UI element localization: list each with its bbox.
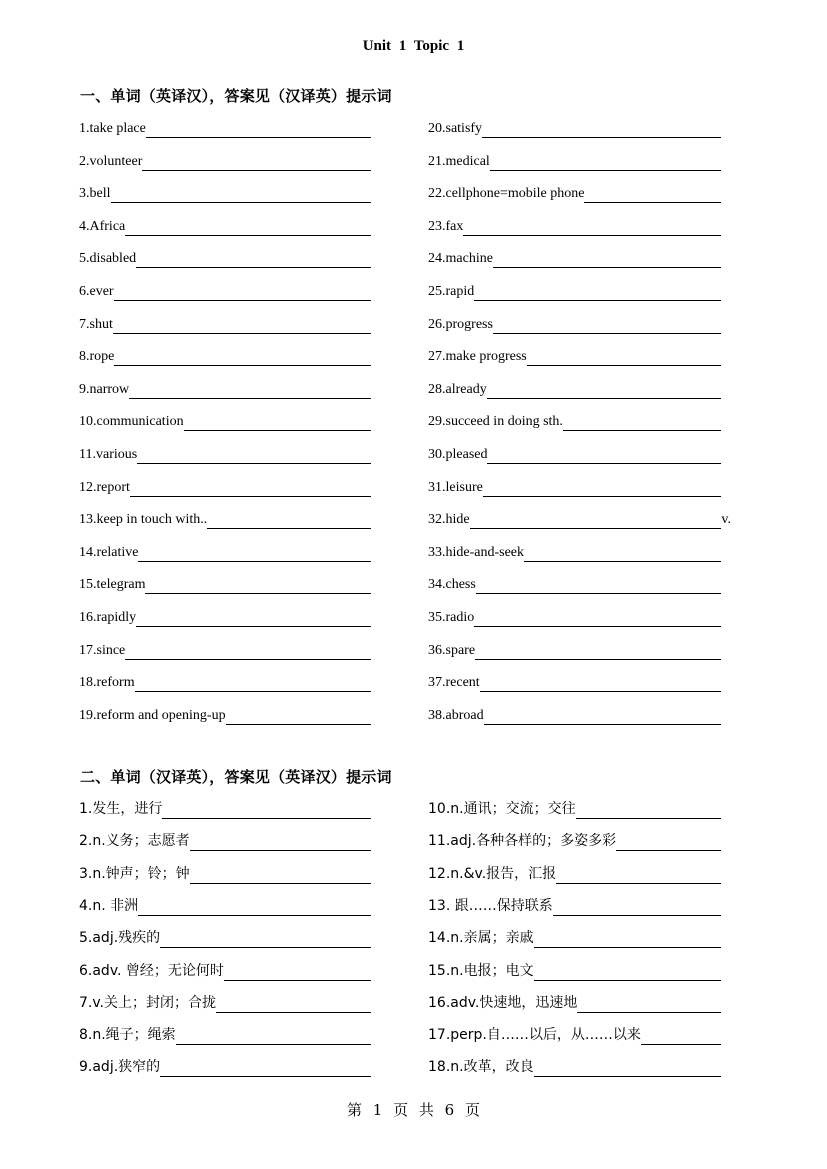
vocab-entry <box>428 639 721 661</box>
vocab-prompt: 16.rapidly <box>79 610 137 625</box>
vocab-entry <box>79 830 371 852</box>
vocab-entry <box>79 247 371 269</box>
vocab-prompt: 2.n.义务；志愿者 <box>79 833 190 850</box>
vocab-entry <box>79 992 371 1014</box>
vocab-prompt: 3.n.钟声；铃；钟 <box>79 865 190 882</box>
vocab-prompt: 4.n. 非洲 <box>79 897 139 914</box>
vocab-entry <box>79 863 371 885</box>
answer-blank[interactable] <box>160 1076 371 1077</box>
vocab-prompt: 32.hide <box>428 512 470 528</box>
vocab-prompt: 33.hide-and-seek <box>428 544 525 560</box>
answer-blank[interactable] <box>216 1012 371 1013</box>
vocab-prompt: 38.abroad <box>428 707 484 723</box>
page-title: Unit 1 Topic 1 <box>362 38 465 54</box>
answer-blank[interactable] <box>487 398 721 399</box>
vocab-prompt: 5.adj.残疾的 <box>79 930 161 947</box>
answer-blank[interactable] <box>125 659 371 660</box>
vocab-prompt: 4.Africa <box>79 218 126 234</box>
answer-blank[interactable] <box>463 235 721 236</box>
answer-blank[interactable] <box>524 561 721 562</box>
vocab-prompt: 29.succeed in doing sth. <box>428 414 563 430</box>
vocab-prompt: 9.narrow <box>79 381 130 397</box>
answer-blank[interactable] <box>577 1012 721 1013</box>
vocab-entry <box>428 247 721 269</box>
vocab-prompt: 1.发生，进行 <box>79 801 163 817</box>
vocab-entry <box>428 476 721 498</box>
answer-blank[interactable] <box>470 528 722 529</box>
answer-blank[interactable] <box>142 170 371 171</box>
vocab-entry <box>79 1056 371 1078</box>
answer-blank[interactable] <box>474 626 721 627</box>
answer-blank[interactable] <box>135 691 371 692</box>
part-of-speech-suffix: v. <box>721 512 731 528</box>
vocab-entry <box>79 606 371 628</box>
answer-blank[interactable] <box>146 137 371 138</box>
vocab-entry <box>428 345 721 367</box>
answer-blank[interactable] <box>527 365 721 366</box>
vocab-prompt: 19.reform and opening-up <box>79 707 226 723</box>
vocab-entry <box>79 345 371 367</box>
vocab-entry <box>79 639 371 661</box>
answer-blank[interactable] <box>160 947 371 948</box>
vocab-entry <box>79 150 371 172</box>
vocab-prompt: 7.shut <box>79 316 113 332</box>
vocab-entry <box>428 1024 721 1046</box>
vocab-prompt: 9.adj.狭窄的 <box>79 1059 161 1076</box>
vocab-entry <box>79 280 371 302</box>
vocab-entry <box>79 313 371 335</box>
vocab-prompt: 25.rapid <box>428 284 475 299</box>
vocab-prompt: 10.n.通讯；交流；交往 <box>428 801 576 817</box>
answer-blank[interactable] <box>114 300 371 301</box>
vocab-entry <box>79 215 371 237</box>
vocab-prompt: 30.pleased <box>428 447 488 462</box>
vocab-prompt: 22.cellphone=mobile phone <box>428 186 585 202</box>
answer-blank[interactable] <box>162 818 371 819</box>
vocab-entry <box>428 895 721 917</box>
answer-blank[interactable] <box>125 235 371 236</box>
vocab-prompt: 15.telegram <box>79 577 146 593</box>
vocab-entry <box>79 508 371 530</box>
vocab-prompt: 18.n.改革，改良 <box>428 1059 534 1076</box>
vocab-prompt: 8.n.绳子；绳索 <box>79 1027 176 1044</box>
vocab-prompt: 8.rope <box>79 349 115 365</box>
answer-blank[interactable] <box>534 947 721 948</box>
vocab-entry <box>79 960 371 982</box>
vocab-prompt: 14.relative <box>79 544 139 560</box>
vocab-entry <box>428 960 721 982</box>
answer-blank[interactable] <box>487 463 721 464</box>
vocab-entry <box>428 1056 721 1078</box>
vocab-prompt: 21.medical <box>428 153 490 169</box>
vocab-entry <box>79 671 371 693</box>
answer-blank[interactable] <box>113 333 371 334</box>
answer-blank[interactable] <box>534 980 721 981</box>
vocab-prompt: 17.perp.自……以后，从……以来 <box>428 1027 641 1044</box>
answer-blank[interactable] <box>476 593 721 594</box>
answer-blank[interactable] <box>136 267 371 268</box>
vocab-entry <box>79 410 371 432</box>
answer-blank[interactable] <box>114 365 371 366</box>
vocab-entry <box>79 443 371 465</box>
vocab-prompt: 12.n.&v.报告，汇报 <box>428 865 557 882</box>
answer-blank[interactable] <box>226 724 371 725</box>
answer-blank[interactable] <box>584 202 721 203</box>
vocab-entry <box>428 863 721 885</box>
vocab-entry <box>79 1024 371 1046</box>
vocab-prompt: 3.bell <box>79 186 111 202</box>
vocab-prompt: 27.make progress <box>428 349 527 365</box>
answer-blank[interactable] <box>475 659 721 660</box>
vocab-entry <box>428 280 721 302</box>
vocab-prompt: 34.chess <box>428 577 476 593</box>
vocab-entry <box>79 476 371 498</box>
vocab-entry <box>79 378 371 400</box>
vocab-prompt: 24.machine <box>428 251 493 267</box>
vocab-prompt: 16.adv.快速地，迅速地 <box>428 994 578 1011</box>
answer-blank[interactable] <box>176 1044 371 1045</box>
vocab-entry <box>79 182 371 204</box>
answer-blank[interactable] <box>136 626 371 627</box>
vocab-prompt: 13.keep in touch with.. <box>79 512 208 528</box>
vocab-entry <box>79 117 371 139</box>
answer-blank[interactable] <box>190 850 371 851</box>
vocab-entry <box>428 443 721 465</box>
vocab-prompt: 14.n.亲属；亲戚 <box>428 930 534 947</box>
vocab-entry <box>428 573 721 595</box>
vocab-prompt: 11.adj.各种各样的；多姿多彩 <box>428 833 617 850</box>
vocab-entry <box>428 830 721 852</box>
answer-blank[interactable] <box>641 1044 721 1045</box>
vocab-entry <box>428 927 721 949</box>
answer-blank[interactable] <box>138 915 371 916</box>
answer-blank[interactable] <box>184 430 371 431</box>
answer-blank[interactable] <box>145 593 371 594</box>
vocab-prompt: 7.v.关上；封闭；合拢 <box>79 994 217 1011</box>
page-footer: 第 1 页 共 6 页 <box>347 1101 480 1119</box>
vocab-prompt: 26.progress <box>428 316 493 332</box>
answer-blank[interactable] <box>484 724 721 725</box>
vocab-entry <box>79 573 371 595</box>
answer-blank[interactable] <box>130 496 371 497</box>
answer-blank[interactable] <box>138 561 371 562</box>
answer-blank[interactable] <box>111 202 372 203</box>
vocab-entry <box>428 606 721 628</box>
answer-blank[interactable] <box>480 691 721 692</box>
vocab-prompt: 18.reform <box>79 675 135 691</box>
vocab-prompt: 20.satisfy <box>428 121 483 136</box>
answer-blank[interactable] <box>493 267 721 268</box>
vocab-prompt: 36.spare <box>428 642 476 658</box>
answer-blank[interactable] <box>563 430 721 431</box>
answer-blank[interactable] <box>534 1076 721 1077</box>
answer-blank[interactable] <box>137 463 371 464</box>
vocab-prompt: 11.various <box>79 447 138 462</box>
answer-blank[interactable] <box>190 883 371 884</box>
answer-blank[interactable] <box>482 137 721 138</box>
vocab-prompt: 12.report <box>79 479 130 495</box>
vocab-prompt: 28.already <box>428 381 487 397</box>
answer-blank[interactable] <box>553 915 721 916</box>
section2-heading: 二、单词（汉译英），答案见（英译汉）提示词 <box>80 768 392 786</box>
answer-blank[interactable] <box>129 398 371 399</box>
answer-blank[interactable] <box>224 980 371 981</box>
answer-blank[interactable] <box>616 850 721 851</box>
answer-blank[interactable] <box>576 818 721 819</box>
vocab-entry <box>79 704 371 726</box>
vocab-prompt: 6.adv. 曾经；无论何时 <box>79 962 224 979</box>
vocab-entry <box>428 117 721 139</box>
vocab-entry <box>428 182 721 204</box>
vocab-entry <box>428 378 721 400</box>
answer-blank[interactable] <box>483 496 721 497</box>
answer-blank[interactable] <box>474 300 721 301</box>
vocab-entry <box>428 992 721 1014</box>
vocab-entry <box>79 541 371 563</box>
vocab-prompt: 17.since <box>79 642 126 658</box>
vocab-prompt: 5.disabled <box>79 251 137 267</box>
vocab-prompt: 10.communication <box>79 414 184 430</box>
vocab-entry <box>428 798 721 820</box>
vocab-prompt: 15.n.电报；电文 <box>428 962 534 979</box>
vocab-prompt: 35.radio <box>428 610 475 625</box>
vocab-prompt: 13. 跟……保持联系 <box>428 897 553 914</box>
vocab-prompt: 1.take place <box>79 121 146 136</box>
vocab-entry <box>428 671 721 693</box>
vocab-entry <box>79 927 371 949</box>
vocab-prompt: 37.recent <box>428 675 480 691</box>
vocab-entry <box>428 704 721 726</box>
vocab-entry <box>428 313 721 335</box>
answer-blank[interactable] <box>207 528 371 529</box>
vocab-prompt: 6.ever <box>79 284 114 299</box>
vocab-entry <box>79 895 371 917</box>
answer-blank[interactable] <box>556 883 721 884</box>
vocab-entry <box>428 541 721 563</box>
vocab-entry <box>428 410 721 432</box>
vocab-entry <box>428 215 721 237</box>
vocab-prompt: 23.fax <box>428 218 464 234</box>
vocab-entry <box>428 508 731 530</box>
answer-blank[interactable] <box>490 170 721 171</box>
vocab-entry <box>79 798 371 820</box>
vocab-entry <box>428 150 721 172</box>
vocab-prompt: 2.volunteer <box>79 153 143 169</box>
answer-blank[interactable] <box>493 333 721 334</box>
vocab-prompt: 31.leisure <box>428 479 483 495</box>
section1-heading: 一、单词（英译汉），答案见（汉译英）提示词 <box>80 87 392 105</box>
